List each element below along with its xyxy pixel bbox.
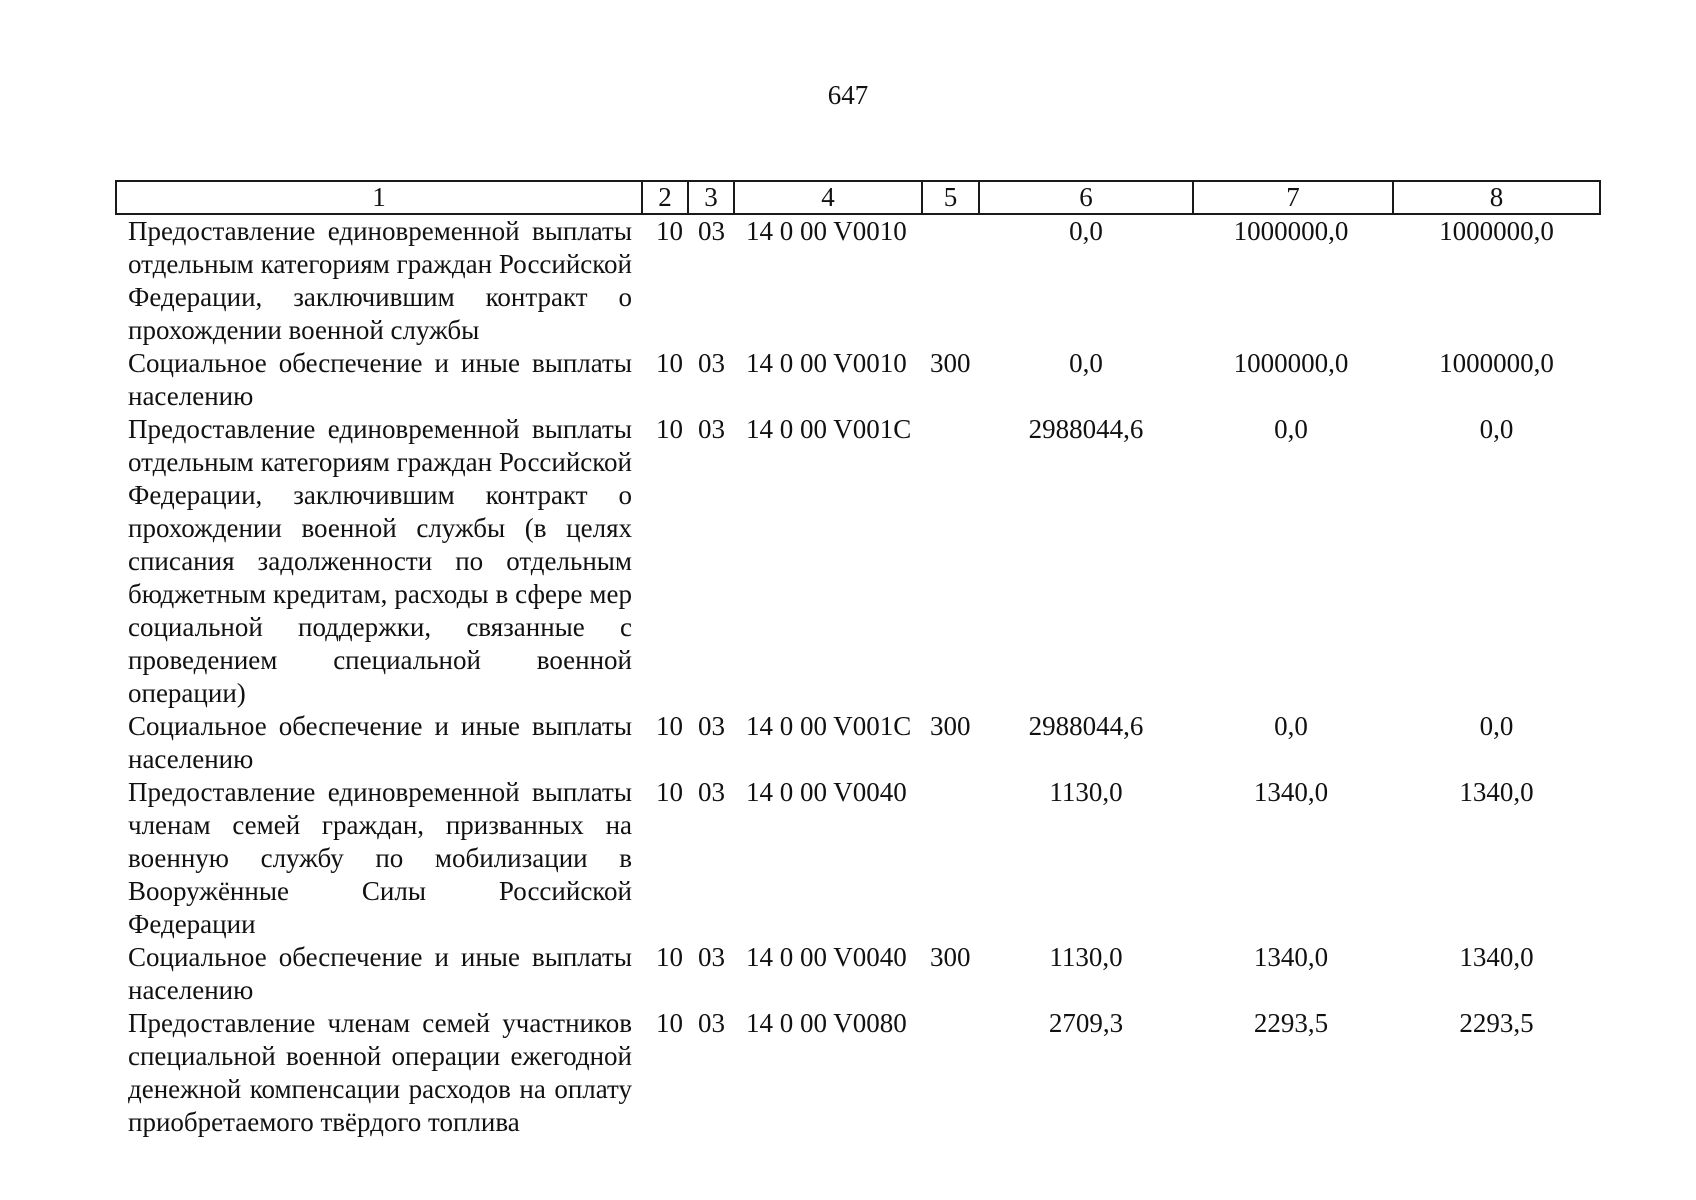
row-value-8: 1340,0 — [1459, 942, 1534, 972]
row-target-code: 14 0 00 V0040 — [746, 942, 907, 972]
row-name: Социальное обеспечение и иные выплаты населению — [128, 348, 632, 411]
row-expense-type — [922, 214, 979, 347]
row-value-6: 1130,0 — [1049, 942, 1123, 972]
table-row — [116, 347, 1600, 413]
header-col-8: 8 — [1393, 181, 1600, 214]
row-expense-type — [922, 413, 979, 710]
row-value-7: 1000000,0 — [1233, 216, 1349, 246]
row-expense-type — [922, 1007, 979, 1139]
table-row — [116, 1007, 1600, 1139]
header-col-3: 3 — [688, 181, 734, 214]
header-col-2: 2 — [642, 181, 688, 214]
table-row — [116, 776, 1600, 941]
row-target-code: 14 0 00 V001C — [746, 414, 912, 444]
table-row — [116, 710, 1600, 776]
row-section: 10 — [656, 777, 683, 807]
row-name: Предоставление членам семей участников специальной военной операции ежегодной денежной компенсации расходов на оплату приобретаемого твёрдого топлива — [128, 1008, 632, 1137]
row-subsection: 03 — [698, 711, 725, 741]
row-value-6: 0,0 — [1069, 348, 1103, 378]
row-value-8: 0,0 — [1479, 711, 1514, 741]
row-section: 10 — [656, 942, 683, 972]
row-expense-type: 300 — [930, 711, 971, 741]
row-expense-type — [922, 776, 979, 941]
row-name: Предоставление единовременной выплаты отдельным категориям граждан Российской Федерации, заключившим контракт о прохождении военной службы — [128, 216, 632, 345]
row-subsection: 03 — [698, 1008, 725, 1038]
header-col-4: 4 — [734, 181, 922, 214]
row-target-code: 14 0 00 V0040 — [746, 777, 907, 807]
row-name: Социальное обеспечение и иные выплаты населению — [128, 711, 632, 774]
row-section: 10 — [656, 348, 683, 378]
row-expense-type: 300 — [930, 942, 971, 972]
row-target-code: 14 0 00 V0080 — [746, 1008, 907, 1038]
row-subsection: 03 — [698, 414, 725, 444]
table-header — [116, 181, 1600, 214]
row-value-7: 0,0 — [1274, 711, 1308, 741]
row-value-8: 1340,0 — [1459, 777, 1534, 807]
page-number: 647 — [827, 80, 869, 110]
row-expense-type: 300 — [930, 348, 971, 378]
table-row — [116, 214, 1600, 347]
row-name: Предоставление единовременной выплаты членам семей граждан, призванных на военную службу по мобилизации в Вооружённые Силы Российской Федерации — [128, 777, 632, 939]
row-value-6: 2988044,6 — [1028, 711, 1144, 741]
table-row — [116, 941, 1600, 1007]
row-section: 10 — [656, 711, 683, 741]
row-value-8: 2293,5 — [1459, 1008, 1534, 1038]
row-value-7: 0,0 — [1274, 414, 1308, 444]
row-subsection: 03 — [698, 777, 725, 807]
row-value-6: 0,0 — [1069, 216, 1103, 246]
row-subsection: 03 — [698, 942, 725, 972]
row-value-6: 1130,0 — [1049, 777, 1123, 807]
row-value-7: 1000000,0 — [1233, 348, 1349, 378]
row-section: 10 — [656, 1008, 683, 1038]
row-name: Предоставление единовременной выплаты отдельным категориям граждан Российской Федерации, заключившим контракт о прохождении военной службы (в целях списания задолженности по отдельным бюджетным кредитам, расходы в сфере мер социальной поддержки, связанные с проведением специальной военной операции) — [128, 414, 632, 708]
row-name: Социальное обеспечение и иные выплаты населению — [128, 942, 632, 1005]
row-subsection: 03 — [698, 216, 725, 246]
row-value-7: 1340,0 — [1253, 777, 1329, 807]
row-target-code: 14 0 00 V0010 — [746, 348, 907, 378]
header-col-5: 5 — [922, 181, 979, 214]
row-value-8: 1000000,0 — [1439, 348, 1554, 378]
header-col-1: 1 — [116, 181, 642, 214]
row-section: 10 — [656, 414, 683, 444]
row-target-code: 14 0 00 V001C — [746, 711, 912, 741]
row-value-7: 2293,5 — [1253, 1008, 1329, 1038]
row-value-8: 0,0 — [1479, 414, 1514, 444]
header-col-6: 6 — [979, 181, 1193, 214]
row-value-8: 1000000,0 — [1439, 216, 1554, 246]
row-value-6: 2709,3 — [1048, 1008, 1124, 1038]
table-row — [116, 413, 1600, 710]
header-col-7: 7 — [1193, 181, 1393, 214]
row-target-code: 14 0 00 V0010 — [746, 216, 907, 246]
header-row — [116, 181, 1600, 214]
row-subsection: 03 — [698, 348, 725, 378]
budget-table — [115, 180, 1601, 1139]
table-body — [116, 214, 1600, 1139]
row-value-7: 1340,0 — [1253, 942, 1329, 972]
row-section: 10 — [656, 216, 683, 246]
row-value-6: 2988044,6 — [1028, 414, 1144, 444]
